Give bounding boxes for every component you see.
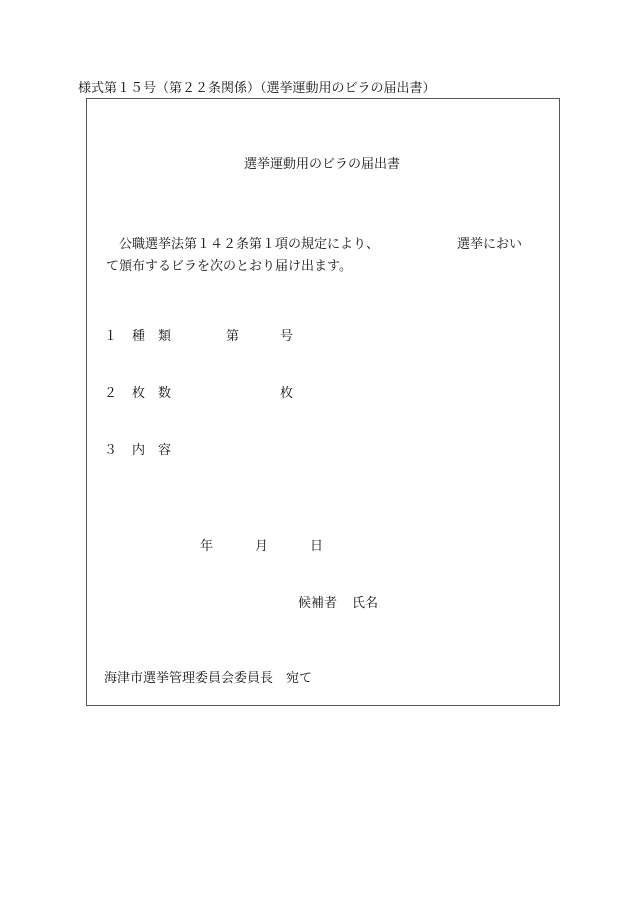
item-2-part2: 枚 <box>280 386 294 401</box>
item-1-number: １ <box>104 329 118 344</box>
item-2-label: 枚 数 <box>132 386 172 401</box>
item-1-part1: 第 <box>226 329 240 344</box>
body-line1-b: 選挙におい <box>457 237 523 252</box>
date-day: 日 <box>310 539 324 554</box>
addressee: 海津市選挙管理委員会委員長 宛て <box>104 671 313 686</box>
date-year: 年 <box>200 539 214 554</box>
form-label: 様式第１５号（第２２条関係）（選挙運動用のビラの届出書） <box>78 81 436 96</box>
item-1-label: 種 類 <box>132 329 172 344</box>
item-3-number: ３ <box>104 443 118 458</box>
item-3-label: 内 容 <box>132 443 172 458</box>
item-2-number: ２ <box>104 386 118 401</box>
form-title: 選挙運動用のビラの届出書 <box>244 157 401 172</box>
item-1-part2: 号 <box>280 329 294 344</box>
candidate-label: 候補者 <box>298 596 338 611</box>
body-line1-a: 公職選挙法第１４２条第１項の規定により、 <box>106 237 380 252</box>
candidate-name-label: 氏名 <box>352 596 379 611</box>
form-frame <box>86 98 560 706</box>
date-month: 月 <box>255 539 269 554</box>
body-line2: て頒布するビラを次のとおり届け出ます。 <box>106 259 352 274</box>
body-paragraph <box>106 234 562 278</box>
